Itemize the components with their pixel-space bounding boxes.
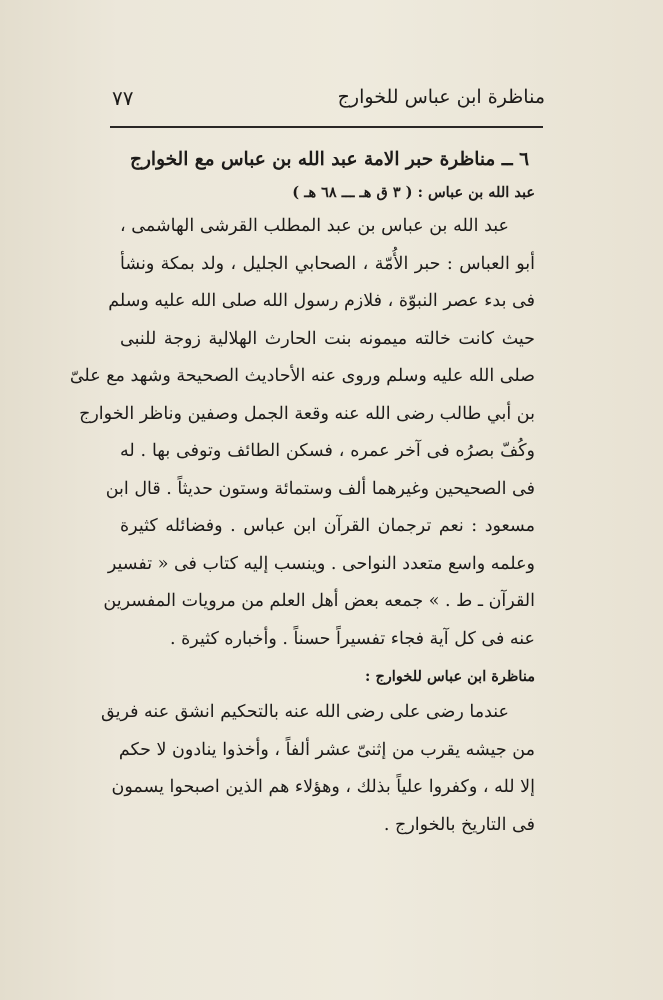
text-line: صلى الله عليه وسلم وروى عنه الأحاديث الصحيحة وشهد مع علىّ bbox=[69, 366, 535, 386]
text-line: مسعود : نعم ترجمان القرآن ابن عباس . وفضائله كثيرة bbox=[120, 516, 535, 536]
bio-paragraph bbox=[69, 208, 535, 658]
debate-heading: مناظرة ابن عباس للخوارج : bbox=[365, 668, 535, 685]
text-line: من جيشه يقرب من إثنىّ عشر ألفاً ، وأخذوا ينادون لا حكم bbox=[118, 739, 535, 760]
text-line: أبو العباس : حبر الأُمّة ، الصحابي الجليل ، ولد بمكة ونشأ bbox=[120, 253, 535, 274]
page-number: ٧٧ bbox=[112, 86, 134, 110]
text-line: إلا لله ، وكفروا علياً بذلك ، وهؤلاء هم الذين اصبحوا يسمون bbox=[111, 777, 535, 797]
text-line: عندما رضى على رضى الله عنه بالتحكيم انشق عنه فريق bbox=[100, 702, 509, 722]
text-line: وعلمه واسع متعدد النواحى . وينسب إليه كتاب فى « تفسير bbox=[107, 553, 535, 574]
bio-heading: عبد الله بن عباس : ( ٣ ق هـ ـــ ٦٨ هـ ) bbox=[292, 184, 535, 201]
page-header bbox=[112, 86, 545, 116]
text-line: فى بدء عصر النبوّة ، فلازم رسول الله صلى الله عليه وسلم bbox=[108, 291, 535, 311]
text-line: حيث كانت خالته ميمونه بنت الحارث الهلالية زوجة للنبى bbox=[120, 328, 535, 349]
text-line: عنه فى كل آية فجاء تفسيراً حسناً . وأخباره كثيرة . bbox=[170, 628, 535, 649]
debate-paragraph bbox=[100, 694, 535, 844]
text-line: وكُفّ بصرُه فى آخر عمره ، فسكن الطائف وتوفى بها . له bbox=[120, 441, 535, 461]
text-line: القرآن ـ ط . » جمعه بعض أهل العلم من مرويات المفسرين bbox=[103, 591, 535, 611]
running-title: مناظرة ابن عباس للخوارج bbox=[337, 86, 545, 108]
text-line: عبد الله بن عباس بن عبد المطلب القرشى الهاشمى ، bbox=[120, 216, 509, 236]
text-line: فى الصحيحين وغيرهما ألف وستمائة وستون حديثاً . قال ابن bbox=[105, 478, 535, 499]
header-rule bbox=[110, 126, 543, 128]
chapter-title: ٦ ــ مناظرة حبر الامة عبد الله بن عباس مع الخوارج bbox=[130, 149, 529, 170]
text-line: بن أبي طالب رضى الله عنه وقعة الجمل وصفين وناظر الخوارج bbox=[79, 403, 535, 424]
text-line: فى التاريخ بالخوارج . bbox=[383, 814, 535, 835]
page-body bbox=[69, 142, 535, 844]
